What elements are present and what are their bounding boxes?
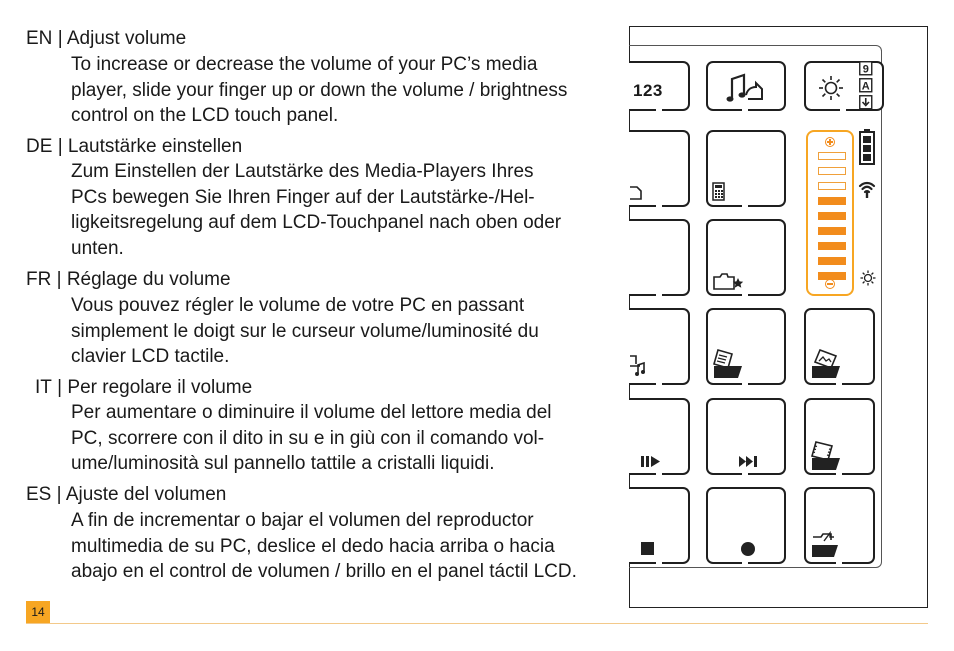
record-icon [740, 541, 756, 557]
section-body [71, 293, 631, 370]
separator: | [56, 269, 62, 290]
section-body [71, 52, 631, 129]
body-line: Per aumentare o diminuire il volume del lettore media del [71, 402, 552, 423]
documents-folder-key[interactable] [706, 308, 786, 385]
open-folder-key[interactable] [804, 487, 875, 564]
separator: | [57, 377, 63, 398]
video-folder-icon [810, 440, 844, 472]
body-line: abajo en el control de volumen / brillo en el panel táctil LCD. [71, 561, 577, 583]
body-line: A fin de incrementar o bajar el volumen del reproductor [71, 510, 534, 531]
calculator-icon [712, 182, 726, 202]
body-line: player, slide your finger up or down the volume / brightness [71, 79, 568, 101]
body-line: unten. [71, 237, 124, 259]
section-body [71, 400, 631, 477]
volume-segment-filled [818, 257, 846, 265]
volume-segment-filled [818, 242, 846, 250]
volume-segment-empty [818, 167, 846, 175]
arrow-down-icon [859, 95, 873, 115]
documents-folder-icon [712, 348, 746, 380]
music-folder-icon [629, 354, 647, 376]
record-key[interactable] [706, 487, 786, 564]
volume-segment-filled [818, 197, 846, 205]
language-code: DE [26, 136, 53, 157]
wifi-icon [858, 179, 876, 204]
body-line: multimedia de su PC, deslice el dedo hacia arriba o hacia [71, 535, 555, 557]
open-folder-icon [810, 529, 844, 561]
section-body [71, 508, 631, 585]
status-letter-a-text: A [861, 80, 870, 93]
footer-rule [26, 623, 928, 624]
next-track-icon [738, 455, 760, 469]
section-title: Réglage du volume [66, 269, 231, 290]
section-title: Lautstärke einstellen [67, 136, 243, 157]
calculator-key[interactable] [706, 130, 786, 207]
section-body [71, 159, 631, 261]
page-number: 14 [26, 601, 50, 623]
section-title: Ajuste del volumen [65, 484, 227, 505]
stop-icon [640, 541, 656, 557]
next-track-key[interactable] [706, 398, 786, 475]
media-player-key[interactable] [706, 61, 786, 111]
separator: | [56, 484, 62, 505]
pictures-folder-icon [810, 348, 844, 380]
sun-icon [818, 75, 844, 101]
key-numeric[interactable] [629, 61, 690, 111]
volume-segment-empty [818, 182, 846, 190]
separator: | [57, 28, 63, 49]
key-label: 123 [633, 81, 663, 100]
key-partial-2[interactable] [629, 219, 690, 296]
brightness-small-icon [860, 270, 876, 291]
stop-key[interactable] [629, 487, 690, 564]
favorites-folder-key[interactable] [706, 219, 786, 296]
section-title: Per regolare il volume [67, 377, 253, 398]
volume-brightness-slider[interactable] [806, 130, 854, 296]
key-partial-1[interactable] [629, 130, 690, 207]
volume-segment-empty [818, 152, 846, 160]
plus-icon [825, 137, 835, 147]
body-line: simplement le doigt sur le curseur volume/luminosité du [71, 320, 539, 342]
body-line: PCs bewegen Sie Ihren Finger auf der Lautstärke-/Hel- [71, 186, 535, 208]
body-line: To increase or decrease the volume of your PC’s media [71, 54, 538, 75]
play-pause-key[interactable] [629, 398, 690, 475]
key-partial-3[interactable] [629, 308, 690, 385]
language-code: IT [35, 377, 52, 398]
battery-icon [859, 128, 875, 171]
language-code: EN [26, 28, 53, 49]
favorites-folder-icon [712, 271, 744, 291]
body-line: ume/luminosità sul pannello tattile a cristalli liquidi. [71, 453, 495, 475]
body-line: PC, scorrere con il dito in su e in giù con il comando vol- [71, 427, 545, 449]
separator: | [57, 136, 63, 157]
document-icon [629, 184, 643, 200]
play-pause-icon [640, 455, 662, 469]
volume-segment-filled [818, 272, 846, 280]
video-folder-key[interactable] [804, 398, 875, 475]
volume-segment-filled [818, 227, 846, 235]
body-line: Zum Einstellen der Lautstärke des Media-Players Ihres [71, 161, 534, 182]
pictures-folder-key[interactable] [804, 308, 875, 385]
language-code: ES [26, 484, 52, 505]
section-title: Adjust volume [66, 28, 187, 49]
body-line: control on the LCD touch panel. [71, 105, 339, 127]
language-code: FR [26, 269, 52, 290]
status-letter-9-text: 9 [862, 63, 869, 76]
body-line: Vous pouvez régler le volume de votre PC en passant [71, 295, 525, 316]
body-line: clavier LCD tactile. [71, 346, 230, 368]
music-share-icon [724, 71, 768, 103]
body-line: ligkeitsregelung auf dem LCD-Touchpanel nach oben oder [71, 212, 562, 234]
minus-icon [825, 279, 835, 289]
volume-segment-filled [818, 212, 846, 220]
